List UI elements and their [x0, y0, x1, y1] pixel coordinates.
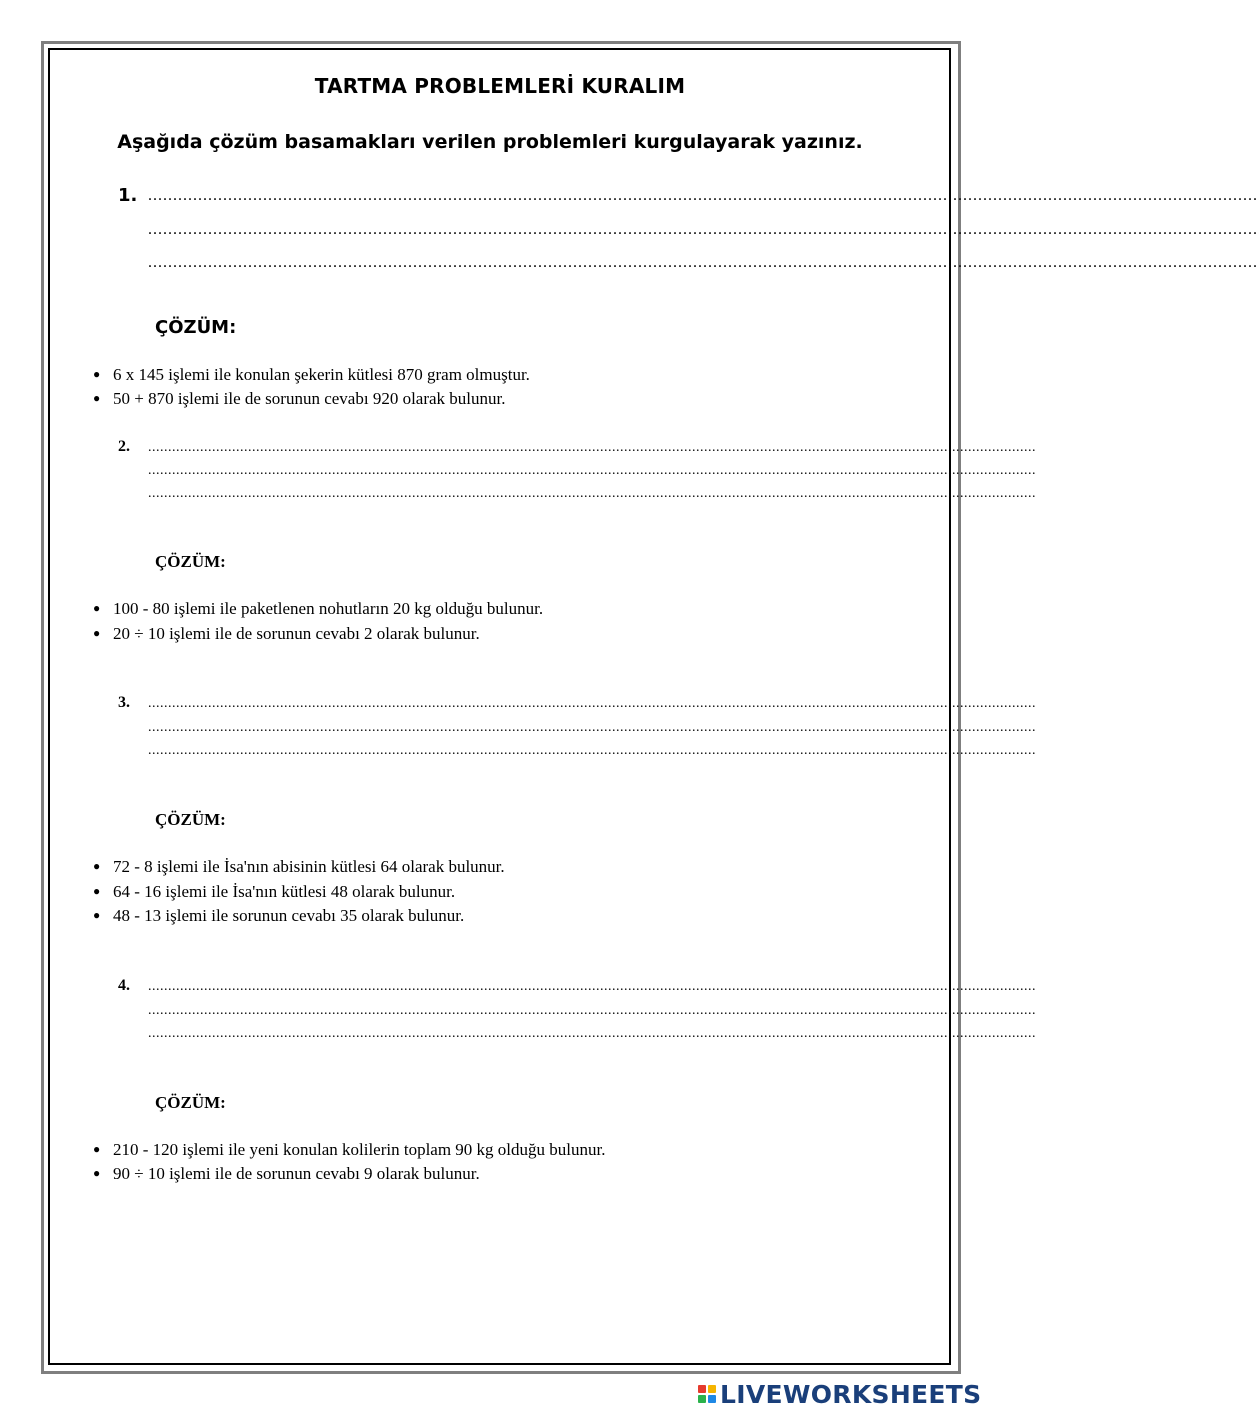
solution-step: ● 50 + 870 işlemi ile de sorunun cevabı 920 olarak bulunur.	[93, 389, 506, 408]
answer-line[interactable]: ..............................................................................................................................................................................................................................	[148, 1003, 1036, 1018]
liveworksheets-logo[interactable]	[698, 1376, 981, 1412]
answer-line[interactable]: ..............................................................................................................................................................................................................................	[148, 463, 1036, 478]
logo-text: LIVEWORKSHEETS	[720, 1379, 982, 1409]
solution-step: ● 64 - 16 işlemi ile İsa'nın kütlesi 48 olarak bulunur.	[93, 882, 456, 901]
answer-line[interactable]: ..............................................................................................................................................................................................................................	[148, 720, 1036, 735]
bullet-icon: ●	[93, 884, 101, 898]
answer-line[interactable]: ..............................................................................................................................................................................................................................	[148, 221, 1258, 238]
solution-label: ÇÖZÜM:	[155, 1093, 226, 1112]
answer-line[interactable]: ..............................................................................................................................................................................................................................	[148, 486, 1036, 501]
solution-step: ● 20 ÷ 10 işlemi ile de sorunun cevabı 2 olarak bulunur.	[93, 624, 480, 643]
bullet-icon: ●	[93, 601, 101, 615]
logo-block	[708, 1395, 716, 1403]
logo-blocks-icon	[698, 1385, 716, 1403]
solution-step: ● 100 - 80 işlemi ile paketlenen nohutların 20 kg olduğu bulunur.	[93, 599, 544, 618]
solution-label: ÇÖZÜM:	[155, 810, 226, 829]
solution-label: ÇÖZÜM:	[155, 317, 237, 338]
answer-line[interactable]: ..............................................................................................................................................................................................................................	[148, 187, 1258, 204]
bullet-icon: ●	[93, 626, 101, 640]
problem-number: 2.	[118, 438, 130, 455]
worksheet-title: TARTMA PROBLEMLERİ KURALIM	[314, 74, 686, 98]
bullet-icon: ●	[93, 859, 101, 873]
bullet-icon: ●	[93, 1142, 101, 1156]
solution-step: ● 72 - 8 işlemi ile İsa'nın abisinin kütlesi 64 olarak bulunur.	[93, 857, 505, 876]
problem-number: 1.	[118, 185, 138, 206]
problem-number: 3.	[118, 694, 130, 711]
logo-block	[708, 1385, 716, 1393]
logo-block	[698, 1395, 706, 1403]
answer-line[interactable]: ..............................................................................................................................................................................................................................	[148, 979, 1036, 994]
bullet-icon: ●	[93, 908, 101, 922]
answer-line[interactable]: ..............................................................................................................................................................................................................................	[148, 1026, 1036, 1041]
bullet-icon: ●	[93, 367, 101, 381]
bullet-icon: ●	[93, 391, 101, 405]
solution-step: ● 90 ÷ 10 işlemi ile de sorunun cevabı 9 olarak bulunur.	[93, 1164, 480, 1183]
logo-block	[698, 1385, 706, 1393]
answer-line[interactable]: ..............................................................................................................................................................................................................................	[148, 254, 1258, 271]
solution-label: ÇÖZÜM:	[155, 552, 226, 571]
answer-line[interactable]: ..............................................................................................................................................................................................................................	[148, 440, 1036, 455]
bullet-icon: ●	[93, 1166, 101, 1180]
solution-step: ● 48 - 13 işlemi ile sorunun cevabı 35 olarak bulunur.	[93, 906, 465, 925]
answer-line[interactable]: ..............................................................................................................................................................................................................................	[148, 743, 1036, 758]
worksheet-instructions: Aşağıda çözüm basamakları verilen problemleri kurgulayarak yazınız.	[117, 131, 863, 153]
answer-line[interactable]: ..............................................................................................................................................................................................................................	[148, 696, 1036, 711]
solution-step: ● 6 x 145 işlemi ile konulan şekerin kütlesi 870 gram olmuştur.	[93, 365, 530, 384]
problem-number: 4.	[118, 977, 130, 994]
solution-step: ● 210 - 120 işlemi ile yeni konulan kolilerin toplam 90 kg olduğu bulunur.	[93, 1140, 606, 1159]
